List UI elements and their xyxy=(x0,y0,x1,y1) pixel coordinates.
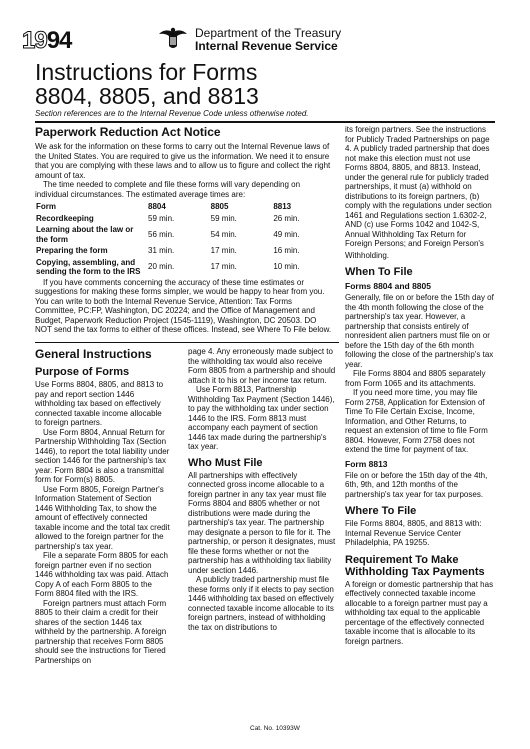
purpose-heading: Purpose of Forms xyxy=(35,366,130,378)
table-cell: 20 min. xyxy=(148,262,175,272)
section-reference-note: Section references are to the Internal Revenue Code unless otherwise noted. xyxy=(35,109,309,118)
who-must-file-heading: Who Must File xyxy=(188,456,263,469)
title-line2: 8804, 8805, and 8813 xyxy=(35,83,259,109)
table-cell: Copying, assembling, and sending the form to the IRS xyxy=(36,257,141,276)
requirement-heading-line2: Withholding Tax Payments xyxy=(345,565,485,578)
time-estimates-table xyxy=(35,201,335,278)
tax-year: 1994 xyxy=(22,27,72,54)
catalog-number: Cat. No. 10393W xyxy=(250,725,300,732)
purpose-para-4: File a separate Form 8805 for each foreign partner even if no section 1446 withholding tax was paid. Attach Copy A of each Form 8805 to the Form 8804 filed with the IRS. xyxy=(35,551,169,598)
right-column xyxy=(345,125,495,646)
purpose-para-2: Use Form 8804, Annual Return for Partnership Withholding Tax (Section 1446), to report the total liability under section 1446 for the partnership's tax year. Form 8804 is also a transmittal form for Form(s) 8805. xyxy=(35,427,170,484)
table-row xyxy=(35,224,335,245)
purpose-para-1: Use Forms 8804, 8805, and 8813 to pay and report section 1446 withholding tax based on effectively connected taxable income allocable to foreign partners. xyxy=(35,380,164,427)
table-header: Form xyxy=(36,202,56,211)
table-cell: 16 min. xyxy=(273,246,300,255)
dept-line1: Department of the Treasury xyxy=(195,26,342,40)
where-to-file-heading: Where To File xyxy=(345,505,417,517)
paperwork-para-2: The time needed to complete and file these forms will vary depending on individual circumstances. The estimated average times are: xyxy=(35,180,301,199)
form-8813-para: File on or before the 15th day of the 4th, 6th, 9th, and 12th months of the partnership's tax year for tax purposes. xyxy=(345,470,488,499)
table-cell: Learning about the law or the form xyxy=(36,225,134,244)
paperwork-para-1: We ask for the information on these forms to carry out the Internal Revenue laws of the United States. You are required to give us the information. We need it to ensure that you are complying with these laws and to allow us to figure and collect the right amount of tax. xyxy=(35,142,331,180)
when-para-3: If you need more time, you may file Form 2758, Application for Extension of Time To File Certain Excise, Income, Information, and Other Returns, to request an extension of time to file Form 8804. However, Form 2758 does not extend the time for payment of tax. xyxy=(345,388,488,454)
table-cell: Preparing the form xyxy=(36,246,108,255)
paperwork-heading: Paperwork Reduction Act Notice xyxy=(35,125,221,139)
middle-column xyxy=(188,347,336,632)
where-para: File Forms 8804, 8805, and 8813 with: Internal Revenue Service Center Philadelphia, PA 19255. xyxy=(345,519,482,547)
table-cell: 17 min. xyxy=(210,246,237,255)
table-row xyxy=(35,245,335,257)
who-para-1: All partnerships with effectively connected gross income allocable to a foreign partner in any tax year must file Forms 8804 and 8805 whether or not distributions were made during the partnership's tax year. The partnership may designate a person to file for it. The partnership, or person it designates, must file these forms whether or not the partnership has a withholding tax liability under section 1446. xyxy=(188,470,336,575)
middle-para-1: page 4. Any erroneously made subject to the withholding tax would also receive Form 8805 from a partnership and should attach it to his or her income tax return. xyxy=(188,347,336,385)
table-header: 8805 xyxy=(210,202,229,211)
requirement-para: A foreign or domestic partnership that has effectively connected taxable income allocable to a foreign partner must pay a withholding tax equal to the applicable percentage of the effectively connected taxable income that is allocable to its foreign partners. xyxy=(345,579,494,646)
table-cell: 26 min. xyxy=(273,213,300,223)
paperwork-para-3: If you have comments concerning the accuracy of these time estimates or suggestions for making these forms simpler, we would be happy to hear from you. You can write to both the Internal Revenue Service, Attention: Tax Forms Committee, PC:FP, Washington, DC 20224; and the Office of Management and Budget, Paperwork Reduction Project (1545-1119), Washington, DC 20503. DO NOT send the tax forms to either of these offices. Instead, see Where To File below. xyxy=(35,277,332,334)
table-cell: 31 min. xyxy=(148,246,175,255)
form-8813-heading: Form 8813 xyxy=(345,458,388,469)
table-cell: 10 min. xyxy=(273,262,300,272)
table-header-row xyxy=(35,201,335,213)
general-instructions-column xyxy=(35,347,170,665)
table-row xyxy=(35,257,335,278)
table-cell: 49 min. xyxy=(273,229,300,239)
table-row xyxy=(35,213,335,225)
table-cell: 59 min. xyxy=(148,213,175,223)
paperwork-section xyxy=(35,125,335,335)
requirement-heading xyxy=(345,554,495,578)
department-name xyxy=(195,27,341,53)
table-cell: 54 min. xyxy=(210,229,237,239)
table-cell: 17 min. xyxy=(210,262,237,272)
middle-para-2: Use Form 8813, Partnership Withholding Tax Payment (Section 1446), to pay the withholding tax under section 1446 to the IRS. Form 8813 must accompany each payment of section 1446 tax made during the partnership's tax year. xyxy=(188,385,335,451)
table-cell: 59 min. xyxy=(210,213,237,223)
table-cell: Recordkeeping xyxy=(36,213,94,223)
right-para-1: its foreign partners. See the instructions for Publicly Traded Partnerships on page 4. A publicly traded partnership that does not make this election must not use Forms 8804, 8805, and 8813. Instead, under the general rule for publicly traded partnerships, it must (a) withhold on distributions to its foreign partners, (b) comply with the regulations under section 1461 and Regulations section 1.6302-2, AND (c) use Forms 1042 and 1042-S, Annual Withholding Tax Return for Foreign Persons; and Foreign Person's xyxy=(345,125,492,248)
dept-line2: Internal Revenue Service xyxy=(195,39,338,53)
title-line1: Instructions for Forms xyxy=(35,59,258,85)
when-para-1: Generally, file on or before the 15th day of the 4th month following the close of the partnership's tax year. However, a partnership that consists entirely of nonresident alien partners must file on or before the 15th day of the 6th month following the close of the partnership's tax year. xyxy=(345,293,494,369)
table-header: 8804 xyxy=(148,202,166,211)
irs-eagle-logo-icon xyxy=(157,26,189,52)
section-rule xyxy=(35,342,339,343)
table-header: 8813 xyxy=(273,202,292,211)
document-title xyxy=(35,60,259,108)
general-instructions-heading: General Instructions xyxy=(35,347,152,361)
when-para-2: File Forms 8804 and 8805 separately from Form 1065 and its attachments. xyxy=(345,369,486,388)
when-to-file-heading: When To File xyxy=(345,266,413,278)
header-rule xyxy=(35,121,495,123)
who-para-2: A publicly traded partnership must file these forms only if it elects to pay section 1446 withholding tax based on effectively connected taxable income allocable to its foreign partners, instead of withholding the tax on distributions to xyxy=(188,575,334,632)
table-cell: 56 min. xyxy=(148,229,175,239)
forms-8804-8805-heading: Forms 8804 and 8805 xyxy=(345,281,431,291)
purpose-para-3: Use Form 8805, Foreign Partner's Information Statement of Section 1446 Withholding Tax, to show the amount of effectively connected taxable income and the total tax credit allowed to the foreign partner for the partnership's tax year. xyxy=(35,484,170,551)
requirement-heading-line1: Requirement To Make xyxy=(345,553,459,566)
purpose-para-5: Foreign partners must attach Form 8805 to their claim a credit for their shares of the section 1446 tax withheld by the partnership. A foreign partnership that receives Form 8805 should see the instructions for Tiered Partnerships on xyxy=(35,598,167,665)
right-para-1-end: Withholding. xyxy=(345,250,390,260)
